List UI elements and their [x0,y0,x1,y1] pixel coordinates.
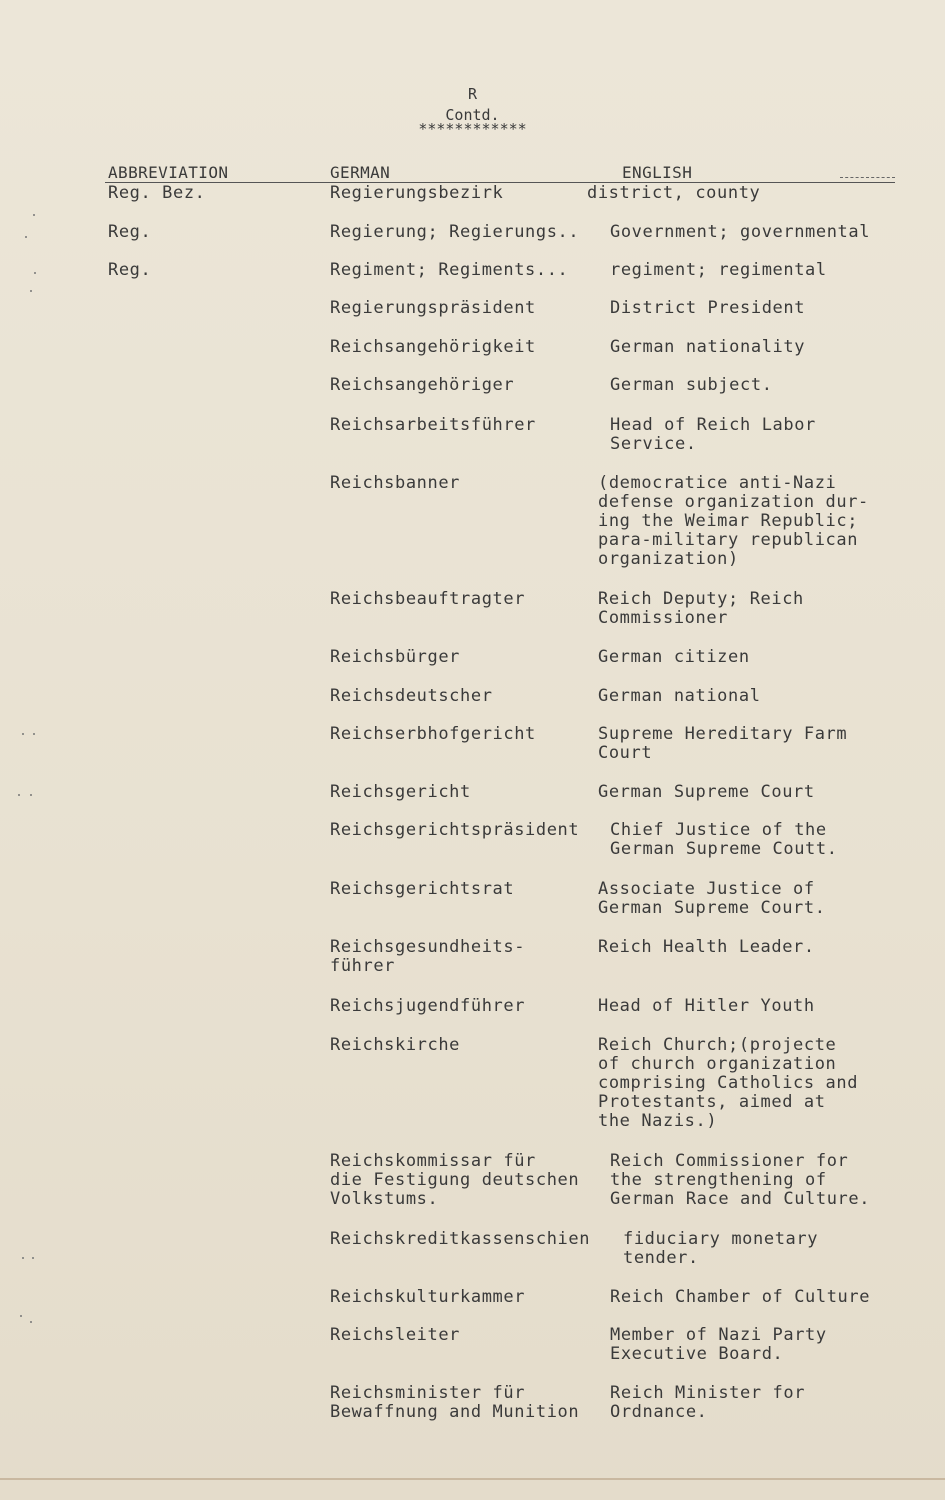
margin-speck [30,794,32,796]
entry-german: Reichsangehörigkeit [330,337,536,357]
header-rule-dashed [840,177,895,178]
entry-german: Regierungsbezirk [330,183,504,203]
entry-german: Reichsangehöriger [330,375,515,395]
column-header-abbreviation: ABBREVIATION [108,163,229,182]
entry-english: Reich Church;(projecte of church organization comprising Catholics and Protestants, aimed at the Nazis.) [598,1035,859,1131]
margin-speck [30,1321,32,1323]
continued-label: Contd. [445,106,500,124]
entry-german: Reichsgesundheits- führer [330,937,526,976]
entry-english: Supreme Hereditary Farm Court [598,724,848,763]
entry-english: (democratice anti-Nazi defense organization dur- ing the Weimar Republic; para-military republican organization) [598,473,869,569]
entry-german: Regiment; Regiments... [330,260,569,280]
entry-abbreviation: Reg. [108,222,152,242]
entry-german: Reichsgerichtsrat [330,879,515,899]
entry-german: Reichsdeutscher [330,686,493,706]
entry-english: Reich Deputy; Reich Commissioner [598,589,804,628]
margin-speck [22,1257,24,1259]
margin-speck [33,733,35,735]
entry-abbreviation: Reg. [108,260,152,280]
margin-speck [25,236,27,238]
entry-english: district, county [587,183,761,203]
margin-speck [33,214,35,216]
star-divider: ************ [418,120,527,138]
entry-english: regiment; regimental [610,260,827,280]
entry-english: German subject. [610,375,773,395]
entry-english: fiduciary monetary tender. [623,1229,819,1268]
entry-german: Reichsbürger [330,647,461,667]
page-bottom-edge [0,1478,945,1480]
entry-english: German Supreme Court [598,782,815,802]
entry-german: Reichsjugendführer [330,996,526,1016]
column-header-english: ENGLISH [622,163,693,182]
entry-german: Reichsgerichtspräsident [330,820,580,840]
entry-english: Head of Reich Labor Service. [610,415,816,454]
entry-german: Reichskommissar für die Festigung deutschen Volkstums. [330,1151,580,1209]
entry-english: Reich Commissioner for the strengthening of German Race and Culture. [610,1151,871,1209]
margin-speck [30,290,32,292]
entry-english: Member of Nazi Party Executive Board. [610,1325,827,1364]
entry-english: Head of Hitler Youth [598,996,815,1016]
entry-german: Reichsleiter [330,1325,461,1345]
margin-speck [32,1257,34,1259]
entry-english: Reich Health Leader. [598,937,815,957]
entry-english: Reich Chamber of Culture [610,1287,871,1307]
entry-english: Associate Justice of German Supreme Court. [598,879,826,918]
entry-german: Reichsgericht [330,782,471,802]
entry-english: German national [598,686,761,706]
margin-speck [22,733,24,735]
entry-german: Reichsminister für Bewaffnung and Munition [330,1383,580,1422]
section-letter: R [467,85,478,103]
entry-english: Government; governmental [610,222,871,242]
margin-speck [20,1315,22,1317]
entry-german: Regierungspräsident [330,298,536,318]
entry-english: Reich Minister for Ordnance. [610,1383,806,1422]
entry-german: Regierung; Regierungs.. [330,222,580,242]
entry-abbreviation: Reg. Bez. [108,183,206,203]
column-header-german: GERMAN [330,163,391,182]
entry-german: Reichskreditkassenschien [330,1229,591,1249]
entry-german: Reichserbhofgericht [330,724,536,744]
margin-speck [34,272,36,274]
entry-english: German citizen [598,647,750,667]
entry-german: Reichsbanner [330,473,461,493]
entry-german: Reichskulturkammer [330,1287,526,1307]
entry-english: District President [610,298,806,318]
entry-english: Chief Justice of the German Supreme Coutt. [610,820,838,859]
margin-speck [18,794,20,796]
entry-german: Reichsarbeitsführer [330,415,536,435]
entry-german: Reichskirche [330,1035,461,1055]
entry-english: German nationality [610,337,806,357]
entry-german: Reichsbeauftragter [330,589,526,609]
